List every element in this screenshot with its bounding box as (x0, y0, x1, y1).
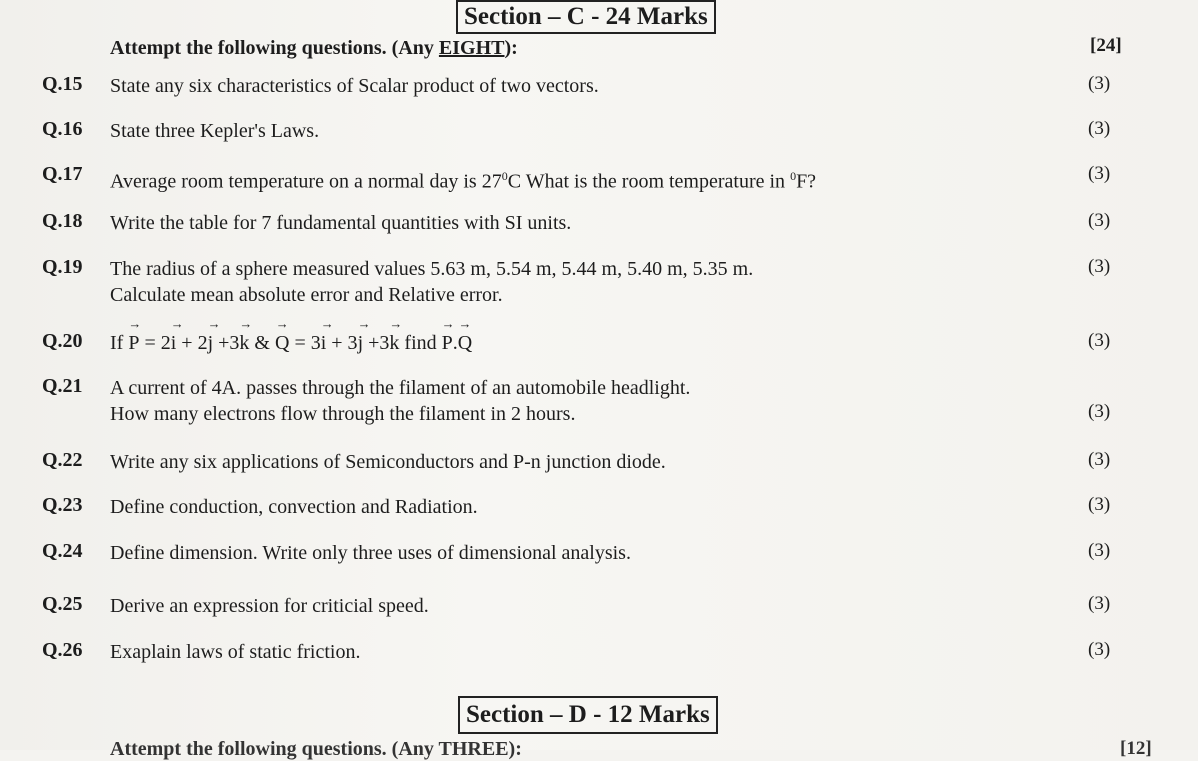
instruction-prefix: Attempt the following questions. (Any (110, 37, 439, 59)
instruction-highlight: EIGHT (438, 37, 505, 59)
question-text: Write any six applications of Semiconductors and P-n junction diode. (110, 451, 666, 473)
section-c-total: [24] (1090, 35, 1122, 56)
question-line: The radius of a sphere measured values 5.63 m, 5.54 m, 5.44 m, 5.40 m, 5.35 m. (110, 258, 754, 280)
instruction-suffix: ): (504, 37, 518, 59)
question-number: Q.17 (42, 163, 83, 185)
vector-Q: → Q (458, 330, 472, 356)
question-text: Write the table for 7 fundamental quantities with SI units. (110, 212, 572, 234)
question-text-part: If (110, 332, 124, 354)
question-marks: (3) (1088, 494, 1111, 515)
question-marks: (3) (1088, 401, 1111, 422)
question-line: How many electrons flow through the filament in 2 hours. (110, 403, 576, 425)
section-c-heading: Section – C - 24 Marks (456, 0, 716, 34)
question-number: Q.20 (42, 330, 83, 352)
question-marks: (3) (1088, 540, 1111, 561)
section-d-heading: Section – D - 12 Marks (458, 696, 718, 734)
question-text (110, 330, 1010, 356)
question-marks: (3) (1088, 256, 1111, 277)
question-text-part: F? (796, 170, 817, 193)
question-number: Q.21 (42, 375, 83, 397)
question-text: State any six characteristics of Scalar product of two vectors. (110, 75, 599, 97)
question-number: Q.23 (42, 494, 83, 516)
question-number: Q.19 (42, 256, 83, 278)
question-text-part: C What is the room temperature in (507, 170, 791, 193)
question-number: Q.18 (42, 210, 83, 232)
question-text: Derive an expression for criticial speed. (110, 595, 429, 617)
section-c-instruction (110, 37, 518, 60)
question-text-part: & (254, 332, 270, 354)
question-text (110, 256, 1010, 308)
question-text-part: = 2 (144, 332, 171, 354)
question-number: Q.25 (42, 593, 83, 615)
question-text-part: +3 (368, 332, 390, 354)
question-text (110, 375, 1010, 427)
unit-vector-j: → j (208, 330, 214, 356)
unit-vector-i: → i (321, 330, 327, 356)
question-number: Q.24 (42, 540, 83, 562)
question-marks: (3) (1088, 118, 1111, 139)
question-text: Define conduction, convection and Radiation. (110, 496, 478, 518)
question-marks: (3) (1088, 73, 1111, 94)
unit-vector-k: → k (239, 330, 249, 356)
section-d-total: [12] (1120, 738, 1152, 759)
degree-superscript: 0 (501, 169, 508, 183)
unit-vector-i: → i (171, 330, 177, 356)
question-number: Q.15 (42, 73, 83, 95)
question-text-part: Average room temperature on a normal day is 27 (110, 170, 502, 193)
question-text: Define dimension. Write only three uses of dimensional analysis. (110, 542, 631, 564)
question-text-part: +3 (218, 332, 240, 354)
question-text: Exaplain laws of static friction. (110, 641, 361, 663)
question-line: Calculate mean absolute error and Relative error. (110, 284, 503, 306)
vector-Q: → Q (275, 330, 289, 356)
vector-P: → P (442, 330, 453, 356)
degree-superscript: 0 (790, 169, 797, 183)
question-text-part: find (404, 332, 437, 354)
question-marks: (3) (1088, 639, 1111, 660)
question-marks: (3) (1088, 593, 1111, 614)
unit-vector-k: → k (389, 330, 399, 356)
question-line: A current of 4A. passes through the filament of an automobile headlight. (110, 377, 691, 399)
section-d-instruction: Attempt the following questions. (Any THREE): (110, 738, 522, 760)
question-marks: (3) (1088, 163, 1111, 184)
question-number: Q.22 (42, 449, 83, 471)
question-text: State three Kepler's Laws. (110, 120, 320, 142)
unit-vector-j: → j (358, 330, 364, 356)
question-marks: (3) (1088, 210, 1111, 231)
question-text (110, 163, 1010, 195)
question-number: Q.16 (42, 118, 83, 140)
dot-operator: . (452, 332, 458, 354)
question-text-part: + 2 (181, 332, 208, 354)
question-text-part: = 3 (294, 332, 321, 354)
question-text-part: + 3 (331, 332, 358, 354)
vector-P: → P (128, 330, 139, 356)
question-number: Q.26 (42, 639, 83, 661)
question-marks: (3) (1088, 330, 1111, 351)
question-marks: (3) (1088, 449, 1111, 470)
